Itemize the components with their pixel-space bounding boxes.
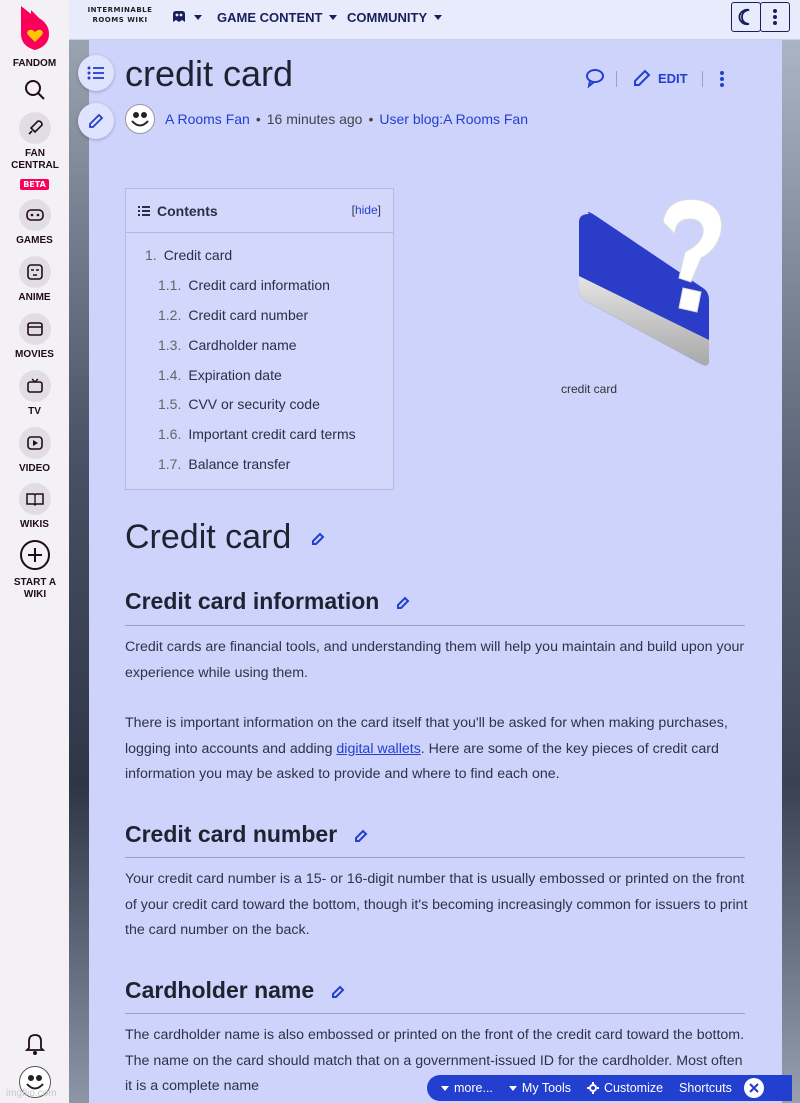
chevron-down-icon — [329, 15, 337, 20]
paragraph: Credit cards are financial tools, and understanding them will help you maintain and build upon your experience while using them. — [125, 639, 745, 681]
toc-number: 1.5. — [158, 396, 182, 412]
section-heading-info — [125, 588, 410, 615]
toc-item[interactable] — [158, 426, 356, 442]
sidebar-item-games[interactable] — [0, 199, 69, 247]
toc-item[interactable] — [158, 307, 308, 323]
list-icon — [138, 205, 150, 217]
paragraph — [125, 711, 750, 788]
smiley-face-icon — [128, 107, 152, 131]
rocket-icon — [26, 119, 44, 137]
toc-number: 1.6. — [158, 426, 182, 442]
chevron-down-icon — [441, 1086, 449, 1091]
toc-toggle-button[interactable] — [78, 55, 114, 91]
paragraph: Your credit card number is a 15- or 16-digit number that is usually embossed or printed on the front of your credit card toward the bottom, though it's becoming increasingly common for issuers to print the card number on the back. — [125, 871, 748, 938]
edit-label: EDIT — [658, 70, 688, 86]
kebab-menu-icon — [719, 70, 725, 88]
close-toolbar-button[interactable] — [744, 1078, 764, 1098]
section-heading-number — [125, 821, 368, 848]
toc-text: CVV or security code — [188, 396, 320, 412]
nav-label: COMMUNITY — [347, 10, 428, 25]
sidebar-item-label: WIKIS — [20, 519, 49, 530]
section-divider — [125, 857, 745, 858]
comment-icon — [585, 68, 605, 88]
wiki-logo[interactable]: INTERMINABLE ROOMS WIKI — [87, 6, 153, 24]
toc-text: Expiration date — [188, 367, 282, 383]
my-tools-menu[interactable] — [501, 1081, 579, 1095]
section-heading-credit-card — [125, 518, 325, 557]
close-icon — [749, 1083, 759, 1093]
toc-header — [126, 189, 393, 233]
toc-number: 1.3. — [158, 337, 182, 353]
gear-icon — [587, 1082, 599, 1094]
search-button[interactable] — [0, 78, 69, 106]
dark-mode-toggle[interactable] — [731, 2, 761, 32]
moon-icon — [737, 8, 755, 26]
toc-number: 1.1. — [158, 277, 182, 293]
beta-badge: BETA — [20, 179, 49, 190]
page-title: credit card — [125, 53, 294, 94]
kebab-menu-icon — [772, 8, 778, 26]
toc-item[interactable] — [158, 367, 282, 383]
pencil-icon — [87, 112, 105, 130]
sidebar-item-label: ANIME — [18, 292, 51, 303]
nav-explore[interactable] — [171, 10, 202, 24]
toolbar-label: My Tools — [521, 1081, 571, 1095]
paragraph: The cardholder name is also embossed or printed on the front of the credit card toward the bottom. The name on the card should match that on a government-issued ID for the cardholder. Most often it is a complete name — [125, 1027, 745, 1094]
section-divider — [125, 625, 745, 626]
heading-text: Credit card number — [125, 821, 338, 847]
sidebar-item-tv[interactable] — [0, 370, 69, 418]
paragraph-text: . Here are some of the key pieces of credit card information you may be asked to provide and where to find each one. — [125, 740, 719, 782]
sidebar-item-anime[interactable] — [0, 256, 69, 304]
toc-text: Credit card — [163, 247, 233, 263]
toc-number: 1.4. — [158, 367, 182, 383]
notifications-button[interactable] — [0, 1030, 69, 1060]
sidebar-item-label: START A WIKI — [13, 577, 57, 600]
toc-text: Credit card information — [188, 277, 330, 293]
post-time: 16 minutes ago — [266, 111, 363, 127]
table-of-contents — [125, 188, 394, 490]
chevron-down-icon — [194, 15, 202, 20]
toc-item[interactable] — [158, 337, 297, 353]
edit-section-icon[interactable] — [396, 596, 410, 610]
global-sidebar — [0, 0, 69, 1103]
sidebar-item-label: VIDEO — [18, 463, 51, 474]
list-icon — [87, 65, 105, 81]
meta-separator: • — [368, 111, 374, 127]
customize-button[interactable] — [579, 1081, 671, 1095]
more-menu[interactable] — [427, 1081, 501, 1095]
sidebar-item-label: MOVIES — [15, 349, 54, 360]
paragraph-text: There is important information on the card itself that you'll be asked for when making purchases, logging into accounts and adding — [125, 715, 728, 757]
toc-title: Contents — [157, 202, 218, 219]
sidebar-item-label: TV — [28, 406, 41, 417]
toolbar-label: more... — [454, 1081, 493, 1095]
toc-hide-label[interactable]: hide — [354, 203, 378, 217]
toc-text: Important credit card terms — [188, 426, 356, 442]
quick-edit-button[interactable] — [78, 103, 114, 139]
article-meta — [125, 104, 528, 134]
toc-hide-toggle[interactable]: [hide] — [351, 203, 381, 217]
edit-section-icon[interactable] — [354, 829, 368, 843]
toc-item[interactable] — [158, 277, 330, 293]
edit-section-icon[interactable] — [311, 532, 325, 546]
toolbar-label: Customize — [604, 1081, 664, 1095]
author-avatar[interactable] — [125, 104, 155, 134]
tv-icon — [26, 377, 44, 395]
bottom-toolbar — [427, 1075, 792, 1101]
nav-game-content[interactable] — [217, 10, 337, 25]
toc-item[interactable] — [145, 247, 232, 263]
edit-section-icon[interactable] — [331, 985, 345, 999]
image-caption: credit card — [561, 382, 618, 396]
toc-text: Credit card number — [188, 307, 309, 323]
sidebar-item-wikis[interactable] — [0, 483, 69, 531]
fandom-brand-label: FANDOM — [12, 58, 57, 69]
page-actions-menu[interactable] — [719, 70, 725, 88]
controller-icon — [25, 207, 45, 223]
play-icon — [26, 434, 44, 452]
watermark: imgflip.com — [6, 1088, 57, 1099]
toc-text: Balance transfer — [188, 456, 291, 472]
nav-label: GAME CONTENT — [217, 10, 323, 25]
sidebar-item-start-wiki[interactable] — [0, 539, 69, 601]
author-link[interactable]: A Rooms Fan — [165, 111, 250, 127]
divider — [616, 71, 617, 87]
sidebar-item-label: GAMES — [16, 235, 53, 246]
divider — [702, 71, 703, 87]
credit-card-image[interactable] — [575, 192, 735, 372]
shortcuts-button[interactable] — [671, 1081, 740, 1095]
plus-circle-icon — [19, 539, 51, 571]
meta-separator: • — [255, 111, 261, 127]
fandom-logo[interactable] — [0, 4, 69, 70]
toc-number: 1.7. — [158, 456, 182, 472]
toc-text: Cardholder name — [188, 337, 297, 353]
toc-item[interactable] — [158, 456, 290, 472]
sidebar-item-video[interactable] — [0, 427, 69, 475]
toolbar-label: Shortcuts — [679, 1081, 732, 1095]
heading-text: Credit card information — [125, 588, 380, 614]
sidebar-item-movies[interactable] — [0, 313, 69, 361]
pencil-icon — [632, 68, 652, 88]
bell-icon — [24, 1030, 46, 1056]
fandom-heart-icon — [17, 4, 53, 52]
heading-text: Cardholder name — [125, 977, 315, 1003]
book-icon — [25, 491, 45, 507]
toc-item[interactable] — [158, 396, 320, 412]
search-icon — [23, 78, 47, 102]
chevron-down-icon — [434, 15, 442, 20]
digital-wallets-link[interactable]: digital wallets — [336, 740, 421, 757]
heading-text: Credit card — [125, 518, 292, 556]
nav-community[interactable] — [347, 10, 442, 25]
comments-button[interactable] — [585, 68, 605, 88]
more-options-button[interactable] — [760, 2, 790, 32]
edit-button[interactable] — [632, 68, 688, 88]
sidebar-item-label: FAN CENTRAL — [11, 148, 59, 171]
explore-icon — [171, 10, 187, 24]
toc-number: 1. — [145, 247, 157, 263]
blog-link[interactable]: User blog:A Rooms Fan — [379, 111, 528, 127]
background-edge-right — [782, 40, 800, 1103]
background-edge-left — [69, 40, 89, 1103]
section-divider — [125, 1013, 745, 1014]
section-heading-cardholder — [125, 977, 345, 1004]
wiki-topbar — [69, 0, 800, 40]
sidebar-item-fan-central[interactable] — [0, 112, 69, 191]
clapperboard-icon — [26, 320, 44, 338]
toc-number: 1.2. — [158, 307, 182, 323]
chevron-down-icon — [509, 1086, 517, 1091]
anime-face-icon — [26, 263, 44, 281]
